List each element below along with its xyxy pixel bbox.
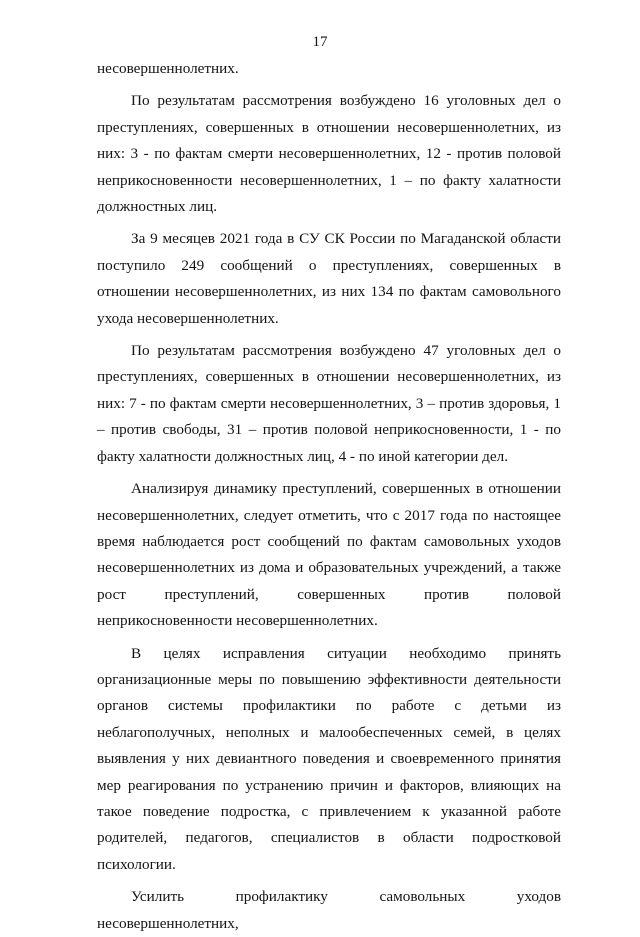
paragraph-dynamics-analysis: Анализируя динамику преступлений, совершенных в отношении несовершеннолетних, следует отметить, что с 2017 года по настоящее время наблюдается рост сообщений по фактам самовольных уходов несовершеннолетних из дома и образовательных учреждений, а также рост преступлений, совершенных против половой неприкосновенности несовершеннолетних. xyxy=(97,480,561,630)
document-body xyxy=(97,56,561,937)
paragraph-cases-initiated-2021: По результатам рассмотрения возбуждено 47 уголовных дел о преступлениях, совершенных в отношении несовершеннолетних, из них: 7 - по фактам смерти несовершеннолетних, 3 – против здоровья, 1 – против свободы, 31 – против половой неприкосновенности, 1 - по факту халатности должностных лиц, 4 - по иной категории дел. xyxy=(97,342,561,465)
page-number: 17 xyxy=(312,34,328,50)
paragraph-recommended-measures: В целях исправления ситуации необходимо принять организационные меры по повышению эффективности деятельности органов системы профилактики по работе с детьми из неблагополучных, неполных и малообеспеченных семей, в целях выявления у них девиантного поведения и своевременного принятия мер реагирования по устранению причин и факторов, влияющих на такое поведение подростка, с привлечением к указанной работе родителей, педагогов, специалистов в области подростковой психологии. xyxy=(97,644,561,873)
paragraph-cases-initiated-2020: По результатам рассмотрения возбуждено 16 уголовных дел о преступлениях, совершенных в отношении несовершеннолетних, из них: 3 - по фактам смерти несовершеннолетних, 12 - против половой неприкосновенности несовершеннолетних, 1 – по факту халатности должностных лиц. xyxy=(97,92,561,216)
paragraph-continuation: несовершеннолетних. xyxy=(97,60,239,77)
paragraph-strengthen-prevention: Усилить профилактику самовольных уходов несовершеннолетних, xyxy=(97,888,561,932)
paragraph-reports-9-months-2021: За 9 месяцев 2021 года в СУ СК России по Магаданской области поступило 249 сообщений о преступлениях, совершенных в отношении несовершеннолетних, из них 134 по фактам самовольного ухода несовершеннолетних. xyxy=(97,230,561,327)
